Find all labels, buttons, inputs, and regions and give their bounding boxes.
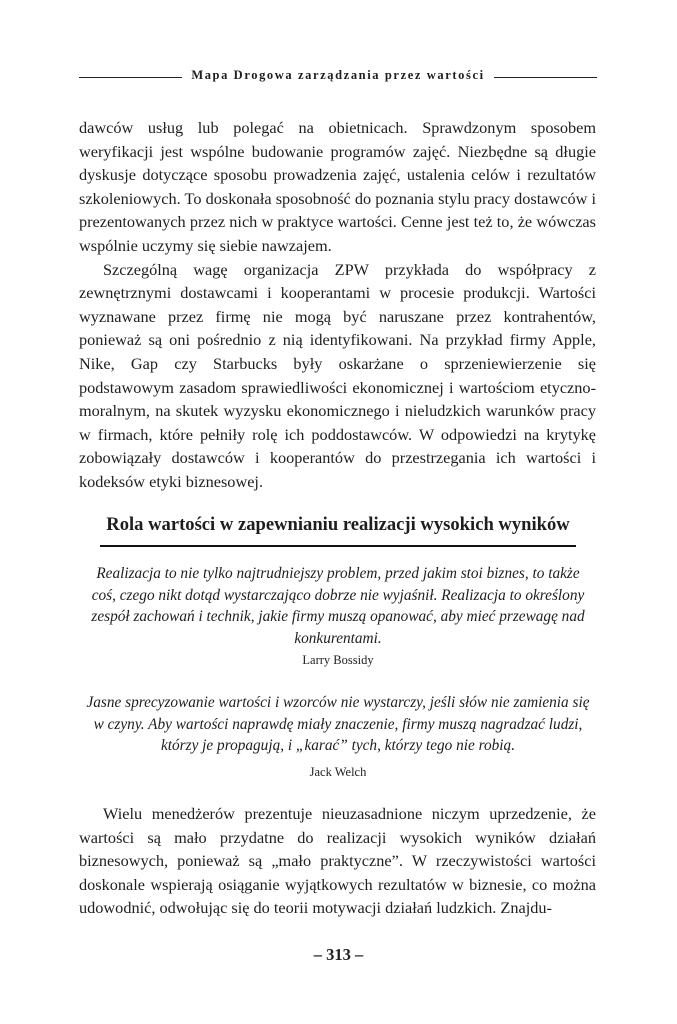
running-head <box>79 68 597 83</box>
section-heading-rule <box>100 545 576 547</box>
page-number: – 313 – <box>313 945 364 964</box>
running-head-title: Mapa Drogowa zarządzania przez wartości <box>191 68 485 82</box>
epigraph-quote-1: Realizacja to nie tylko najtrudniejszy problem, przed jakim stoi biznes, to także coś, czego nikt dotąd wystarczająco dobrze nie wyjaśnił. Realizacja to określony zespół zachowań i technik, jakie firmy muszą opanować, aby mieć przewagę nad konkurentami. <box>91 565 585 647</box>
body-text-block-1 <box>79 116 596 494</box>
running-head-left-rule <box>79 77 182 78</box>
section-heading: Rola wartości w zapewnianiu realizacji wysokich wyników <box>106 514 570 535</box>
running-head-right-rule <box>494 77 597 78</box>
body-text-block-2 <box>79 802 596 920</box>
epigraph-author-1: Larry Bossidy <box>302 653 374 667</box>
epigraph-author-2: Jack Welch <box>309 765 367 779</box>
paragraph-managers: Wielu menedżerów prezentuje nieuzasadnione niczym uprzedzenie, że wartości są mało przydatne do realizacji wysokich wyników działań biznesowych, ponieważ są „mało praktyczne”. W rzeczywistości wartości doskonale wspierają osiąganie wyjątkowych rezultatów w biznesie, co można udowodnić, odwołując się do teorii motywacji działań ludzkich. Znajdu- <box>79 804 596 918</box>
paragraph-continuation: dawców usług lub polegać na obietnicach. Sprawdzonym sposobem weryfikacji jest wspólne budowanie programów zajęć. Niezbędne są długie dyskusje dotyczące sposobu prowadzenia zajęć, ustalenia celów i rezultatów szkoleniowych. To doskonała sposobność do poznania stylu pracy dostawców i prezentowanych przez nich w praktyce wartości. Cenne jest też to, że wówczas wspólnie uczymy się siebie nawzajem. <box>79 118 596 255</box>
epigraph-quote-2: Jasne sprecyzowanie wartości i wzorców nie wystarczy, jeśli słów nie zamienia się w czyny. Aby wartości naprawdę miały znaczenie, firmy muszą nagradzać ludzi, którzy je propagują, i „karać” tych, którzy tego nie robią. <box>86 694 590 754</box>
paragraph-cooperation: Szczególną wagę organizacja ZPW przykłada do współpracy z zewnętrznymi dostawcami i kooperantami w procesie produkcji. Wartości wyznawane przez firmę nie mogą być naruszane przez kontrahentów, ponieważ są oni pośrednio z nią identyfikowani. Na przykład firmy Apple, Nike, Gap czy Starbucks były oskarżane o sprzeniewierzenie się podstawowym zasadom sprawiedliwości ekonomicznej i wartościom etyczno-moralnym, na skutek wyzysku ekonomicznego i nieludzkich warunków pracy w firmach, które pełniły rolę ich poddostawców. W odpowiedzi na krytykę zobowiązały dostawców i kooperantów do przestrzegania ich wartości i kodeksów etyki biznesowej. <box>79 259 596 491</box>
